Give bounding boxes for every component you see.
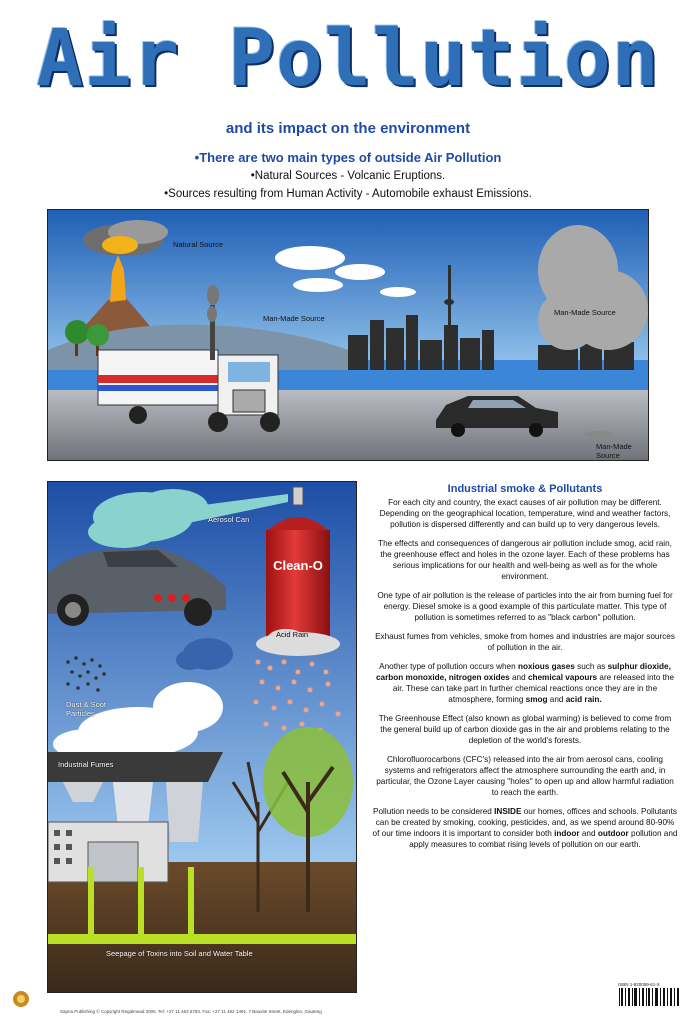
can-brand-label: Clean-O [273,558,323,573]
poster-title: Air Pollution [36,14,660,104]
article-heading: Industrial smoke & Pollutants [447,483,603,495]
label-man-made-city: Man-Made Source [554,308,616,317]
type-item-natural: •Natural Sources - Volcanic Eruptions. [250,170,446,182]
label-dust-soot: Dust & Soot Particles [66,700,107,718]
barcode-icon [618,988,680,1010]
article-paragraph-2: The effects and consequences of dangerous air pollution include smog, acid rain, the greenhouse effect and holes in the ozone layer. Each of these problems has serious implications for our health and well-being as well as for the whole environment. [378,539,672,581]
article [372,484,678,858]
article-paragraph-3: One type of air pollution is the release of particles into the air from burning fuel for energy. Diesel smoke is a good example of this particulate matter. This type of pollution is sometimes referred to as "black carbon" pollution. [377,591,673,622]
poster-subtitle: and its impact on the environment [225,120,471,137]
label-man-made-car: Man-Made Source [596,442,632,460]
label-natural-source: Natural Source [173,240,224,249]
publisher-footer: Sapna Publishing © Copyright Regalmead 2006. Tel: +27 11 462 6783. Fax: +27 11 462 1491. 7 Bauxite Street, Edenglen, Gauteng [60,1009,322,1014]
article-paragraph-4: Exhaust fumes from vehicles, smoke from homes and industries are major sources of pollution in the air. [375,632,675,652]
label-seepage: Seepage of Toxins into Soil and Water Table [106,949,253,958]
label-aerosol-can: Aerosol Can [208,515,250,524]
types-heading: •There are two main types of outside Air Pollution [194,150,502,165]
article-paragraph-1: For each city and country, the exact causes of air pollution may be different. Depending on the geographical location, temperature, wind and weather factors, pollution is dispersed differently and can build up to very dangerous levels. [379,498,671,529]
label-man-made-truck: Man-Made Source [263,314,325,323]
article-paragraph-5: Another type of pollution occurs when noxious gases such as sulphur dioxide, carbon monoxide, nitrogen oxides and chemical vapours are released into the air. These can take part in further chemical reactions once they are in the atmosphere, forming smog and acid rain. [375,662,675,704]
article-paragraph-6: The Greenhouse Effect (also known as global warming) is believed to come from the general build up of carbon dioxide gas in the air and problems relating to the depletion of the world's forests. [378,714,672,745]
label-industrial-fumes: Industrial Fumes [58,760,114,769]
isbn-label: ISBN 1-920059-61-X [618,982,660,987]
article-paragraph-7: Chlorofluorocarbons (CFC's) released into the air from aerosol cans, cooling systems and refrigerators affect the atmosphere surrounding the earth and, in particular, the Ozone Layer causing "holes" to open up and allow harmful radiation to reach the earth. [376,755,674,797]
sources-illustration [47,209,649,461]
type-item-human: •Sources resulting from Human Activity - Automobile exhaust Emissions. [164,188,532,200]
article-paragraph-8: Pollution needs to be considered INSIDE our homes, offices and schools. Pollutants can be created by smoking, cooking, pesticides, and, as we spend around 80-90% of our time indoors it is important to consider both indoor and outdoor pollution and apply measures to combat rising levels of pollution on our earth. [372,807,678,849]
publisher-logo-icon [12,990,30,1008]
label-acid-rain: Acid Rain [276,630,309,639]
sources-illustration-svg [48,210,648,460]
pollutants-illustration [47,481,357,993]
